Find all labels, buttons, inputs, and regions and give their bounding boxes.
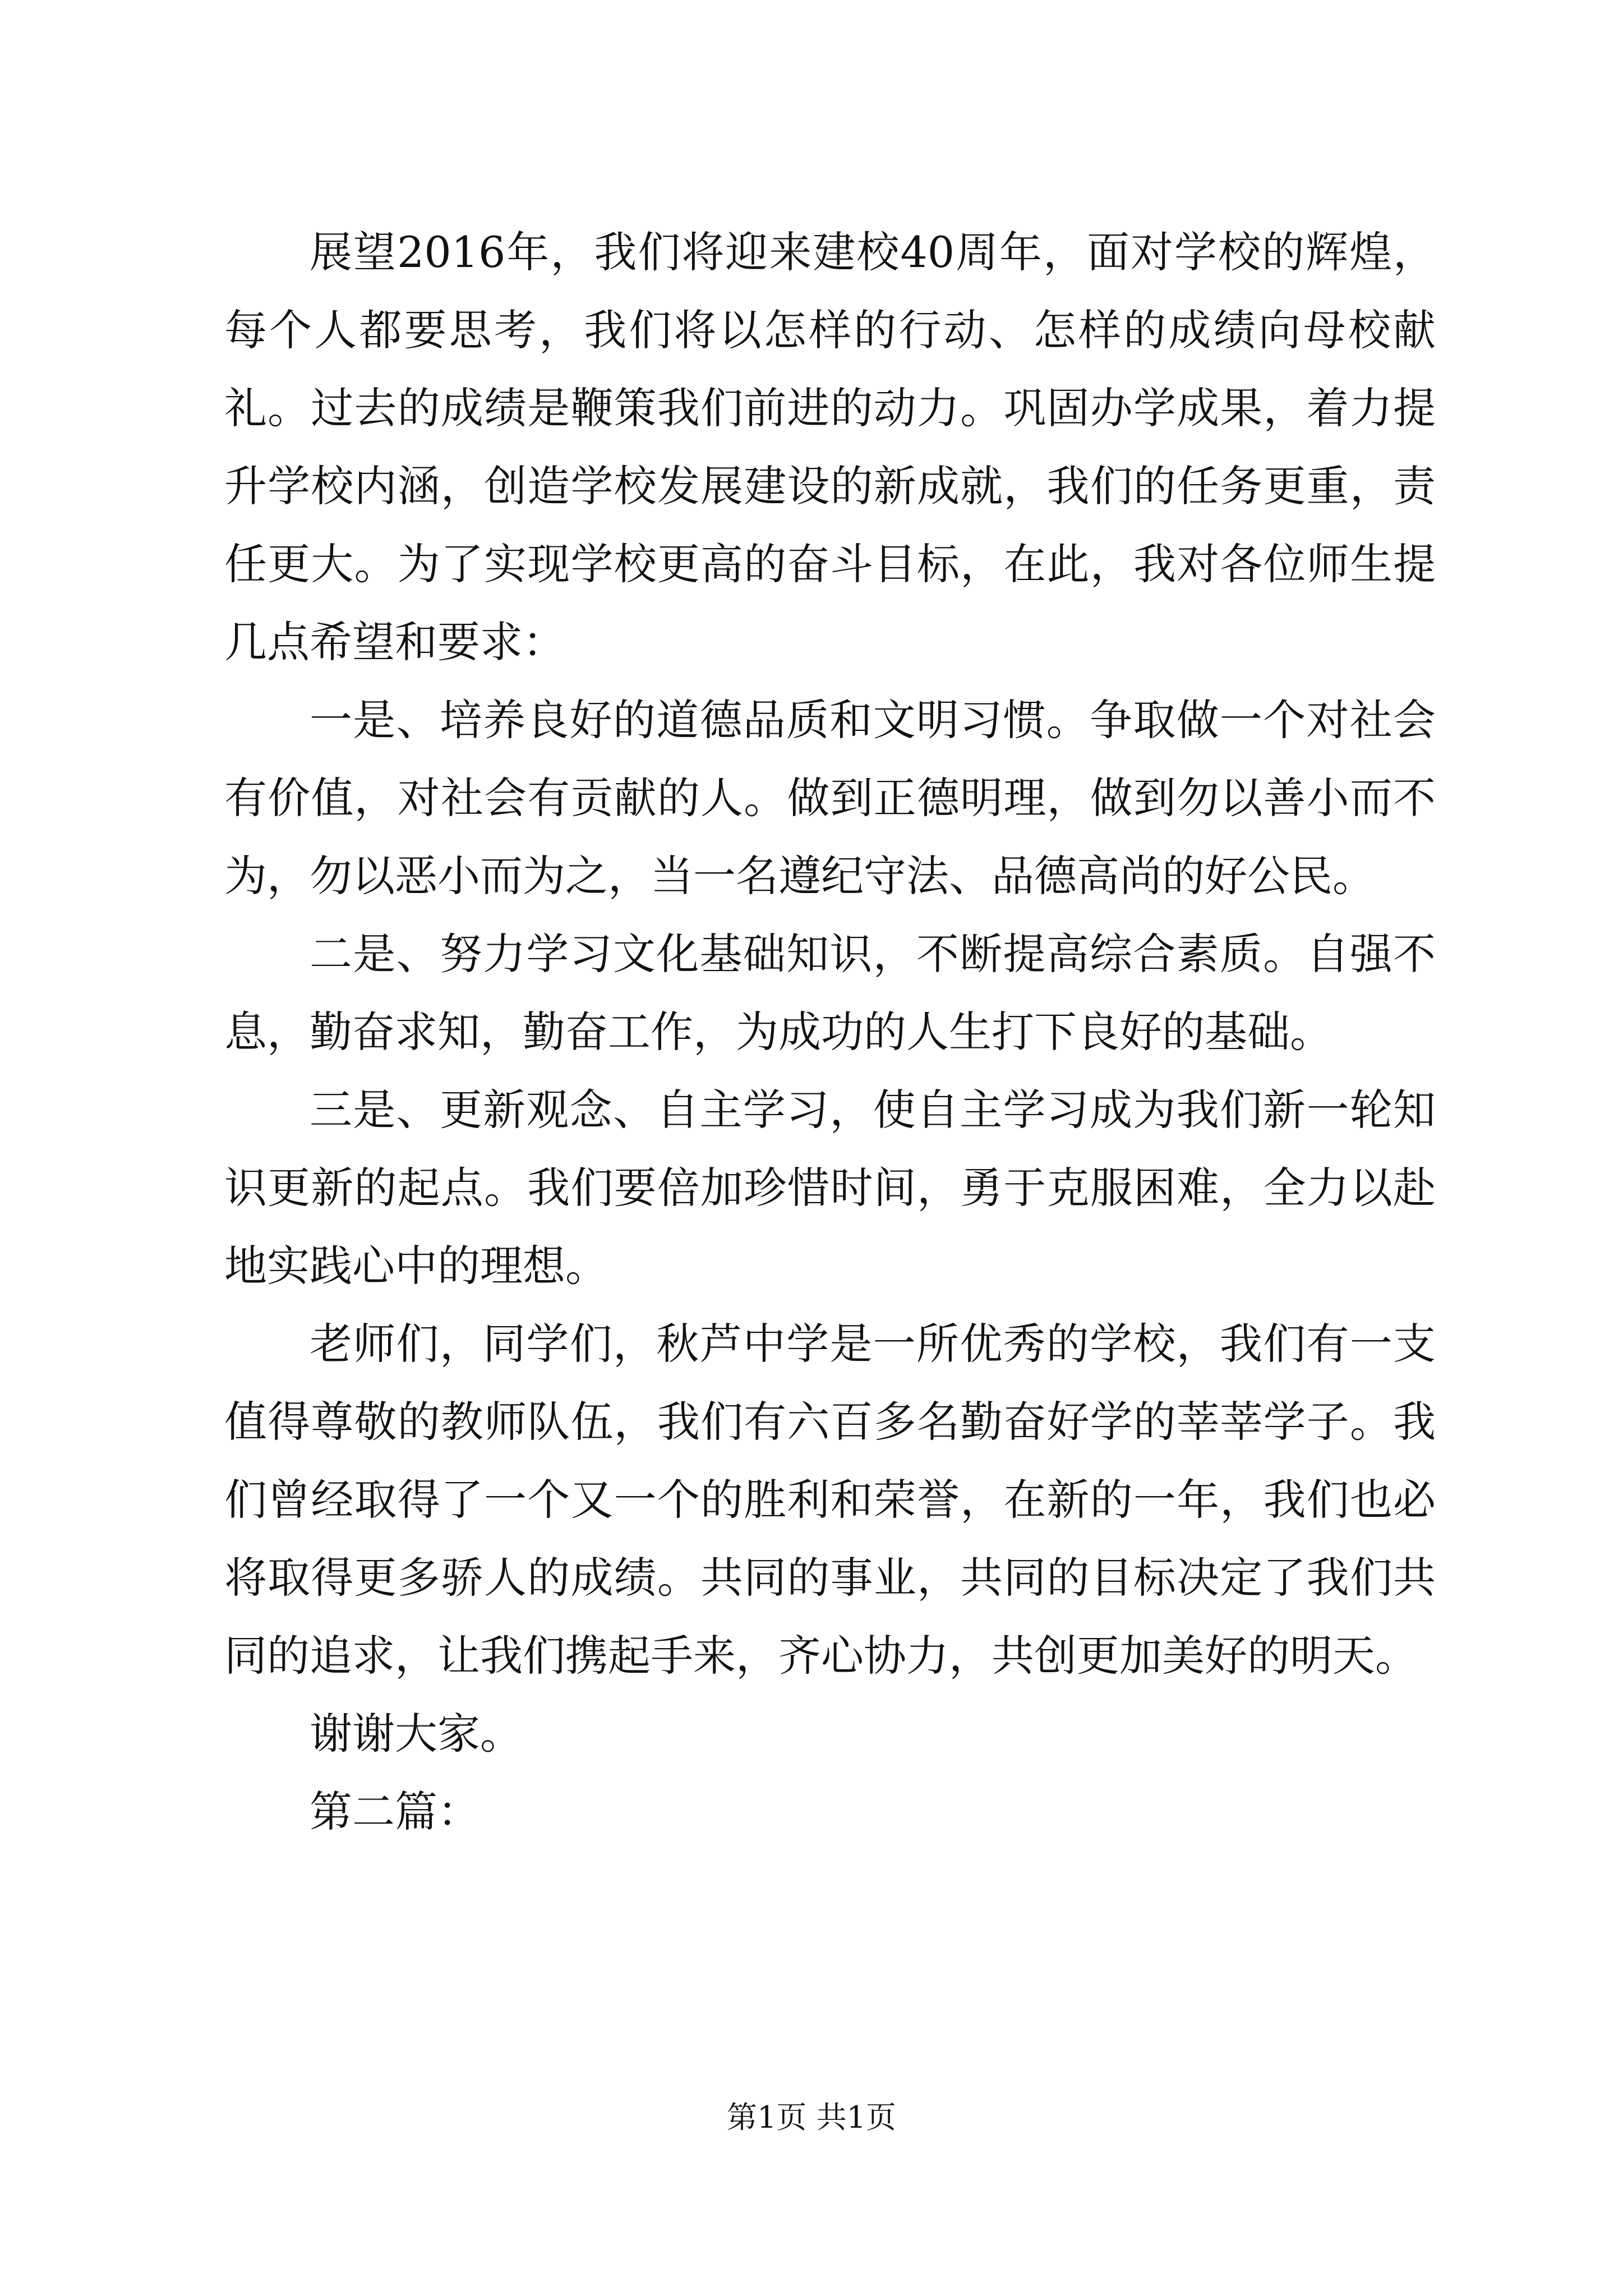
paragraph-point-one: 一是、培养良好的道德品质和文明习惯。争取做一个对社会有价值，对社会有贡献的人。做到正德明理，做到勿以善小而不为，勿以恶小而为之，当一名遵纪守法、品德高尚的好公民。	[224, 695, 1436, 901]
paragraph-closing: 老师们，同学们，秋芦中学是一所优秀的学校，我们有一支值得尊敬的教师队伍，我们有六百多名勤奋好学的莘莘学子。我们曾经取得了一个又一个的胜利和荣誉，在新的一年，我们也必将取得更多骄人的成绩。共同的事业，共同的目标决定了我们共同的追求，让我们携起手来，齐心协力，共创更加美好的明天。	[224, 1319, 1436, 1681]
paragraph-thanks: 谢谢大家。	[310, 1709, 523, 1759]
document-body	[224, 213, 1436, 1851]
page-footer: 第1页 共1页	[727, 2100, 896, 2135]
paragraph-point-two: 二是、努力学习文化基础知识，不断提高综合素质。自强不息，勤奋求知，勤奋工作，为成功的人生打下良好的基础。	[224, 929, 1436, 1057]
paragraph-second-part: 第二篇：	[310, 1787, 480, 1837]
paragraph-point-three: 三是、更新观念、自主学习，使自主学习成为我们新一轮知识更新的起点。我们要倍加珍惜时间，勇于克服困难，全力以赴地实践心中的理想。	[224, 1085, 1436, 1291]
paragraph-outlook: 展望2016年，我们将迎来建校40周年，面对学校的辉煌，每个人都要思考，我们将以怎样的行动、怎样的成绩向母校献礼。过去的成绩是鞭策我们前进的动力。巩固办学成果，着力提升学校内涵，创造学校发展建设的新成就，我们的任务更重，责任更大。为了实现学校更高的奋斗目标，在此，我对各位师生提几点希望和要求：	[224, 227, 1436, 667]
